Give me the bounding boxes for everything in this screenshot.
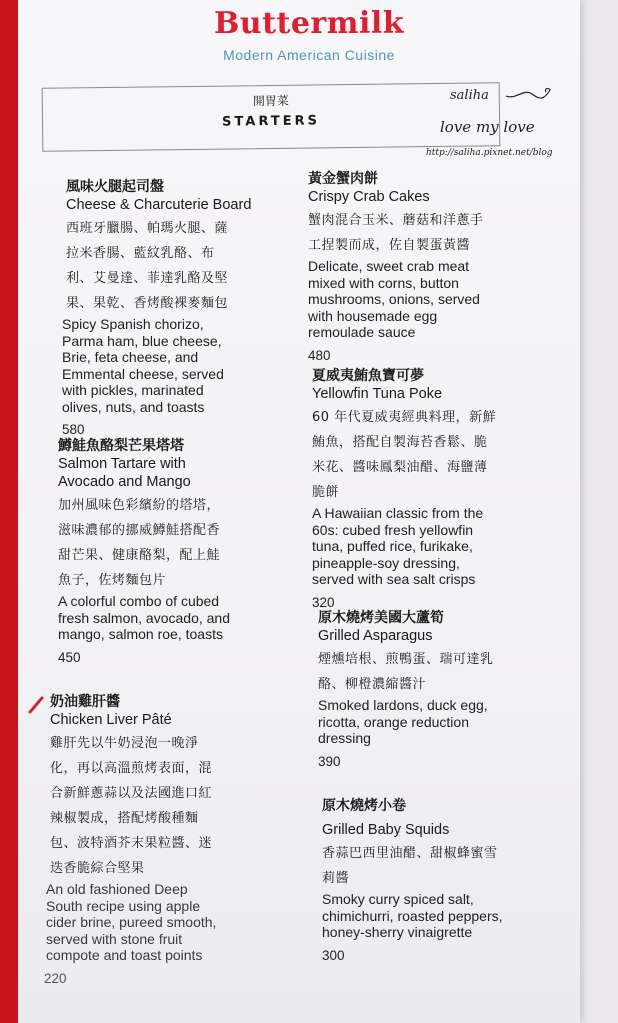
section-header-box — [42, 82, 501, 152]
item-desc-zh: 雞肝先以牛奶浸泡一晚淨 化，再以高溫煎烤表面，混 合新鮮蔥蒜以及法國進口紅 辣椒製成，搭配烤酸種麵 包、波特酒芥末果粒醬、迷 迭香脆綜合堅果 — [50, 736, 213, 876]
brand-subtitle: Modern American Cuisine — [223, 47, 395, 63]
watermark-flourish-icon — [506, 86, 552, 102]
item-desc-zh: 加州風味色彩繽紛的塔塔， 滋味濃郁的挪威鱒鮭搭配香 甜芒果、健康酪梨，配上鮭 魚子，佐烤麵包片 — [58, 498, 221, 588]
item-desc-en: A colorful combo of cubed fresh salmon, avocado, and mango, salmon roe, toasts — [58, 593, 230, 642]
watermark-tagline: love my love — [440, 118, 535, 136]
item-desc-zh: 西班牙臘腸、帕瑪火腿、薩 拉米香腸、藍紋乳酪、布 利、艾曼達、菲達乳酪及堅 果、果乾、香烤酸裸麥麵包 — [66, 221, 229, 311]
item-desc-en: Spicy Spanish chorizo, Parma ham, blue cheese, Brie, feta cheese, and Emmental cheese, served with pickles, marinated olives, nuts, and toasts — [62, 316, 224, 415]
item-title-zh: 原木燒烤美國大蘆筍 — [318, 610, 444, 626]
brand-logo: Buttermilk — [213, 6, 405, 41]
section-title-en: STARTERS — [222, 113, 321, 130]
menu-item-chicken-liver-pate — [44, 693, 300, 986]
red-check-mark-icon — [28, 696, 46, 716]
menu-item-grilled-baby-squids — [322, 797, 584, 963]
item-price: 300 — [322, 947, 345, 963]
item-price: 220 — [44, 970, 67, 986]
menu-item-cheese-board — [62, 178, 306, 437]
item-desc-zh: 蟹肉混合玉米、蘑菇和洋蔥手 工捏製而成，佐自製蛋黃醬 — [308, 213, 484, 253]
item-title-zh: 夏威夷鮪魚寶可夢 — [312, 368, 424, 384]
menu-item-crab-cakes — [308, 170, 568, 363]
menu-item-salmon-tartare — [58, 437, 308, 665]
item-title-zh: 風味火腿起司盤 — [66, 179, 164, 195]
item-title-en: Crispy Crab Cakes — [308, 189, 430, 205]
item-desc-zh: 煙燻培根、煎鴨蛋、瑞可達乳 酪、柳橙濃縮醬汁 — [318, 652, 494, 692]
item-desc-en: Smoked lardons, duck egg, ricotta, orange reduction dressing — [318, 697, 488, 746]
menu-item-grilled-asparagus — [318, 609, 580, 769]
item-title-en: Grilled Baby Squids — [322, 822, 450, 838]
item-desc-zh: 香蒜巴西里油醋、甜椒蜂蜜雪 莉醬 — [322, 846, 498, 886]
item-title-en: Grilled Asparagus — [318, 628, 433, 644]
item-title-en: Chicken Liver Pâté — [50, 712, 172, 728]
watermark-name: saliha — [450, 88, 489, 103]
item-title-zh: 鱒鮭魚酪梨芒果塔塔 — [58, 438, 184, 454]
item-desc-en: A Hawaiian classic from the 60s: cubed fresh yellowfin tuna, puffed rice, furikake, pineapple-soy dressing, served with sea salt crisps — [312, 505, 484, 587]
item-price: 480 — [308, 347, 331, 363]
item-title-en: Salmon Tartare with Avocado and Mango — [58, 456, 191, 490]
item-desc-en: Smoky curry spiced salt, chimichurri, roasted peppers, honey-sherry vinaigrette — [322, 891, 503, 940]
item-desc-en: An old fashioned Deep South recipe using apple cider brine, pureed smooth, served with stone fruit compote and toast points — [46, 881, 217, 963]
item-price: 450 — [58, 649, 81, 665]
item-desc-en: Delicate, sweet crab meat mixed with corns, button mushrooms, onions, served with housemade egg remoulade sauce — [308, 258, 480, 340]
menu-item-tuna-poke — [312, 367, 574, 610]
item-price: 580 — [62, 422, 85, 437]
item-title-zh: 黃金蟹肉餅 — [308, 171, 378, 187]
item-title-zh: 奶油雞肝醬 — [50, 694, 120, 710]
watermark-url: http://saliha.pixnet.net/blog — [426, 148, 553, 158]
section-title-zh: 開胃菜 — [252, 93, 289, 109]
item-desc-zh: 60 年代夏威夷經典料理，新鮮 鮪魚，搭配自製海苔香鬆、脆 米花、醬味鳳梨油醋、海鹽薄 脆餅 — [312, 410, 497, 500]
item-title-zh: 原木燒烤小卷 — [322, 798, 406, 814]
item-title-en: Cheese & Charcuterie Board — [66, 197, 252, 213]
item-price: 390 — [318, 753, 341, 769]
item-price: 320 — [312, 594, 335, 610]
item-title-en: Yellowfin Tuna Poke — [312, 386, 443, 402]
